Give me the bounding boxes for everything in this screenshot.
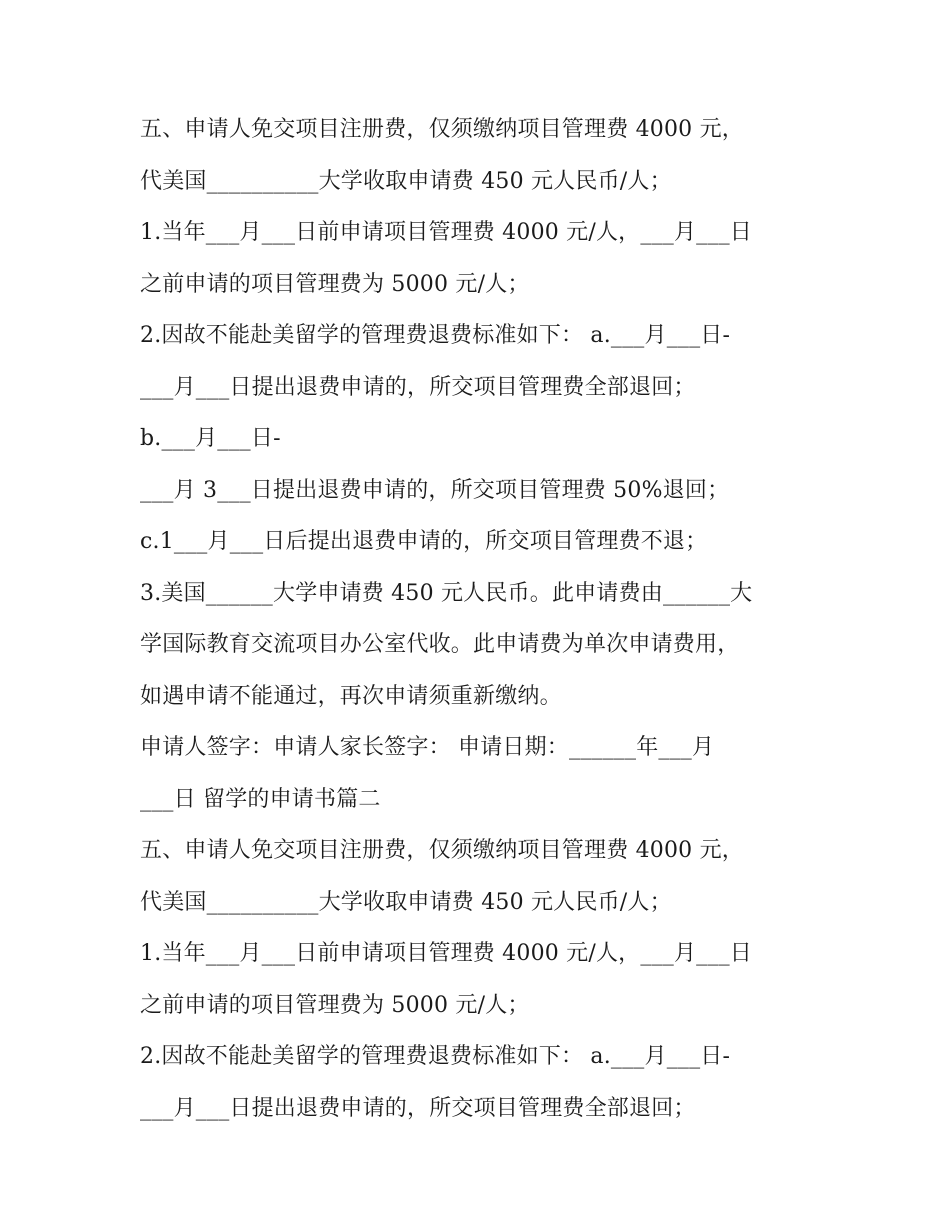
text-line: 五、申请人免交项目注册费，仅须缴纳项目管理费 4000 元， <box>140 117 744 142</box>
text-line: 学国际教育交流项目办公室代收。此申请费为单次申请费用， <box>140 632 740 657</box>
document-body <box>140 104 820 1134</box>
text-line: 2.因故不能赴美留学的管理费退费标准如下： a.___月___日- <box>140 1044 731 1069</box>
text-line: 如遇申请不能通过，再次申请须重新缴纳。 <box>140 683 562 709</box>
text-line: ___月___日提出退费申请的，所交项目管理费全部退回； <box>140 374 696 400</box>
text-line: b.___月___日- <box>140 426 281 451</box>
text-line: 1.当年___月___日前申请项目管理费 4000 元/人，___月___日 <box>140 220 752 245</box>
text-line: 之前申请的项目管理费为 5000 元/人； <box>140 992 530 1018</box>
text-line: ___月___日提出退费申请的，所交项目管理费全部退回； <box>140 1095 696 1121</box>
text-line: 3.美国______大学申请费 450 元人民币。此申请费由______大 <box>140 580 753 606</box>
text-line: 五、申请人免交项目注册费，仅须缴纳项目管理费 4000 元， <box>140 838 744 863</box>
section-title-line: ___日 留学的申请书篇二 <box>140 786 381 812</box>
text-line: c.1___月___日后提出退费申请的，所交项目管理费不退； <box>140 529 708 554</box>
text-line: 代美国__________大学收取申请费 450 元人民币/人； <box>140 889 672 915</box>
text-line: 代美国__________大学收取申请费 450 元人民币/人； <box>140 168 672 194</box>
text-line: ___月 3___日提出退费申请的，所交项目管理费 50%退回； <box>140 477 730 503</box>
text-line: 1.当年___月___日前申请项目管理费 4000 元/人，___月___日 <box>140 941 752 966</box>
text-line: 2.因故不能赴美留学的管理费退费标准如下： a.___月___日- <box>140 323 731 348</box>
signature-line: 申请人签字：申请人家长签字： 申请日期：______年___月 <box>140 735 715 760</box>
text-line: 之前申请的项目管理费为 5000 元/人； <box>140 271 530 297</box>
